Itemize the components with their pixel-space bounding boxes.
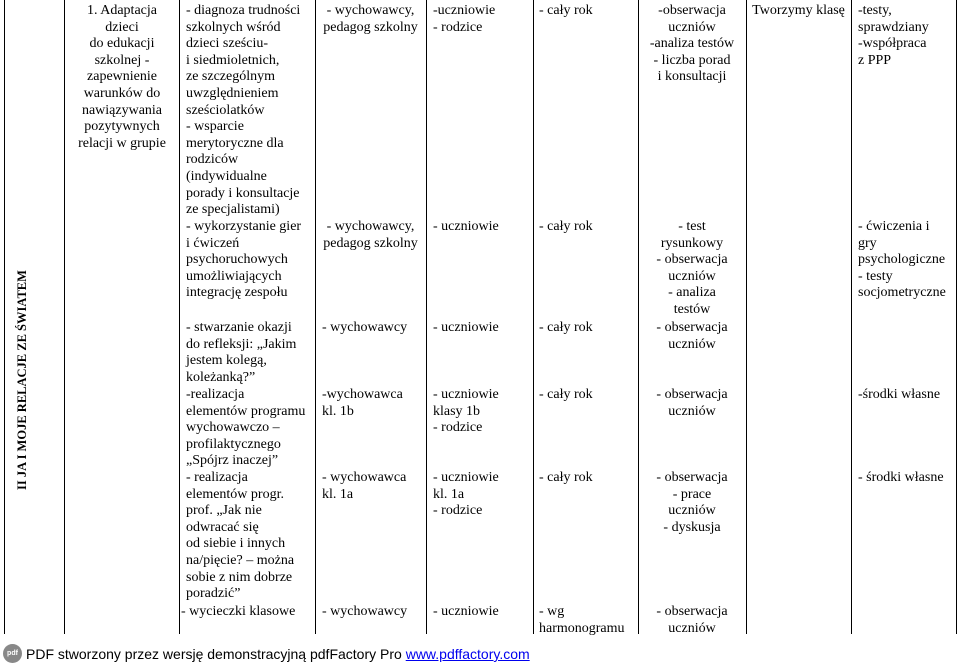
column-divider [851, 0, 852, 634]
recipients-cell: - uczniowie [433, 219, 499, 234]
responsible-cell: - wychowawcy [322, 320, 408, 335]
task-cell: - realizacja elementów progr. prof. „Jak nie odwracać się od siebie i innych na/pięcie? – można sobie z nim dobrze poradzić” [186, 470, 295, 602]
responsible-cell: - wychowawcy, pedagog szkolny [323, 219, 418, 251]
recipients-cell: - uczniowie klasy 1b - rodzice [433, 387, 499, 436]
result-cell: Tworzymy klasę [752, 3, 845, 18]
recipients-cell: - uczniowie kl. 1a - rodzice [433, 470, 499, 519]
footer-text: PDF stworzony przez wersję demonstracyjną pdfFactory Pro [26, 646, 406, 662]
tools-cell: - środki własne [858, 470, 944, 485]
table-border [4, 0, 5, 634]
goal-text: 1. Adaptacja dzieci do edukacji szkolnej - zapewnienie warunków do nawiązywania pozytywnych relacji w grupie [78, 3, 166, 151]
recipients-cell: -uczniowie - rodzice [433, 3, 496, 35]
timeline-cell: - cały rok [539, 219, 593, 234]
pdffactory-link[interactable]: www.pdffactory.com [405, 646, 530, 662]
timeline-cell: - cały rok [539, 470, 593, 485]
evaluation-cell: - test rysunkowy - obserwacja uczniów - analiza testów [656, 219, 728, 317]
table-border [956, 0, 957, 634]
column-divider [533, 0, 534, 634]
evaluation-cell: - obserwacja uczniów [656, 387, 728, 419]
evaluation-cell: - obserwacja - prace uczniów - dyskusja [656, 470, 728, 535]
task-cell: -realizacja elementów programu wychowawczo – profilaktycznego „Spójrz inaczej” [186, 387, 306, 469]
timeline-cell: - cały rok [539, 387, 593, 402]
responsible-cell: - wychowawca kl. 1a [322, 470, 407, 502]
evaluation-cell: - obserwacja uczniów [656, 604, 728, 636]
recipients-cell: - uczniowie [433, 320, 499, 335]
evaluation-cell: -obserwacja uczniów -analiza testów - liczba porad i konsultacji [649, 3, 735, 85]
recipients-cell: - uczniowie [433, 604, 499, 619]
column-divider [64, 0, 65, 634]
timeline-cell: - cały rok [539, 3, 593, 18]
task-cell: - stwarzanie okazji do refleksji: „Jakim jestem kolegą, koleżanką?” [186, 320, 297, 385]
column-divider [426, 0, 427, 634]
tools-cell: -środki własne [858, 387, 941, 402]
tools-cell: -testy, sprawdziany -współpraca z PPP [858, 3, 929, 68]
task-cell: - wykorzystanie gier i ćwiczeń psychoruchowych umożliwiających integrację zespołu [186, 219, 302, 301]
pdf-watermark-footer [0, 642, 960, 666]
plan-table: II JA I MOJE RELACJE ZE ŚWIATEM 1. Adaptacja dzieci do edukacji szkolnej - zapewnienie warunków do nawiązywania pozytywnych relacji w grupie - diagnoza trudności szkolnych wśród dzieci sześciu- i siedmioletnich, ze szczególnym uwzględnieniem sześciolatków - wsparcie merytoryczne dla rodziców (indywidualne porady i konsultacje ze specjalistami) - wychowawcy, pedagog szkolny -uczniowie - rodzice - cały rok -obserwacja uczniów -analiza testów - liczba porad i konsultacji Tworzymy klasę -testy, sprawdziany -współpraca z PPP - wykorzystanie gier i ćwiczeń psychoruchowych umożliwiających integrację zespołu - wychowawcy, pedagog szkolny - uczniowie - cały rok - test rysunkowy - obserwacja uczniów - analiza testów - ćwiczenia i gry psychologiczne - testy socjometryczne - stwarzanie okazji do refleksji: „Jakim jestem kolegą, koleżanką?” - wychowawcy - uczniowie - cały rok - obserwacja uczniów -realizacja elementów programu wychowawczo – profilaktycznego „Spójrz inaczej” -wychowawca kl. 1b - uczniowie klasy 1b - rodzice - cały rok - obserwacja uczniów -środki własne - realizacja elementów progr. prof. „Jak nie odwracać się od siebie i innych na/pięcie? – można sobie z nim dobrze poradzić” - wychowawca kl. 1a - uczniowie kl. 1a - rodzice - cały rok - obserwacja - prace uczniów - dyskusja - środki własne - wycieczki klasowe - wychowawcy - uczniowie - wg harmonogramu - obserwacja uczniów [0, 0, 960, 666]
column-divider [746, 0, 747, 634]
tools-cell: - ćwiczenia i gry psychologiczne - testy socjometryczne [858, 219, 946, 301]
column-divider [315, 0, 316, 634]
column-divider [179, 0, 180, 634]
task-cell: - wycieczki klasowe [181, 604, 296, 619]
timeline-cell: - wg harmonogramu [539, 604, 625, 636]
responsible-cell: - wychowawcy, pedagog szkolny [323, 3, 418, 35]
task-cell: - diagnoza trudności szkolnych wśród dzieci sześciu- i siedmioletnich, ze szczególnym uwzględnieniem sześciolatków - wsparcie merytoryczne dla rodziców (indywidualne porady i konsultacje ze specjalistami) [186, 3, 301, 218]
pdf-icon: pdf [3, 644, 22, 663]
timeline-cell: - cały rok [539, 320, 593, 335]
responsible-cell: -wychowawca kl. 1b [322, 387, 403, 419]
responsible-cell: - wychowawcy [322, 604, 408, 619]
evaluation-cell: - obserwacja uczniów [656, 320, 728, 352]
